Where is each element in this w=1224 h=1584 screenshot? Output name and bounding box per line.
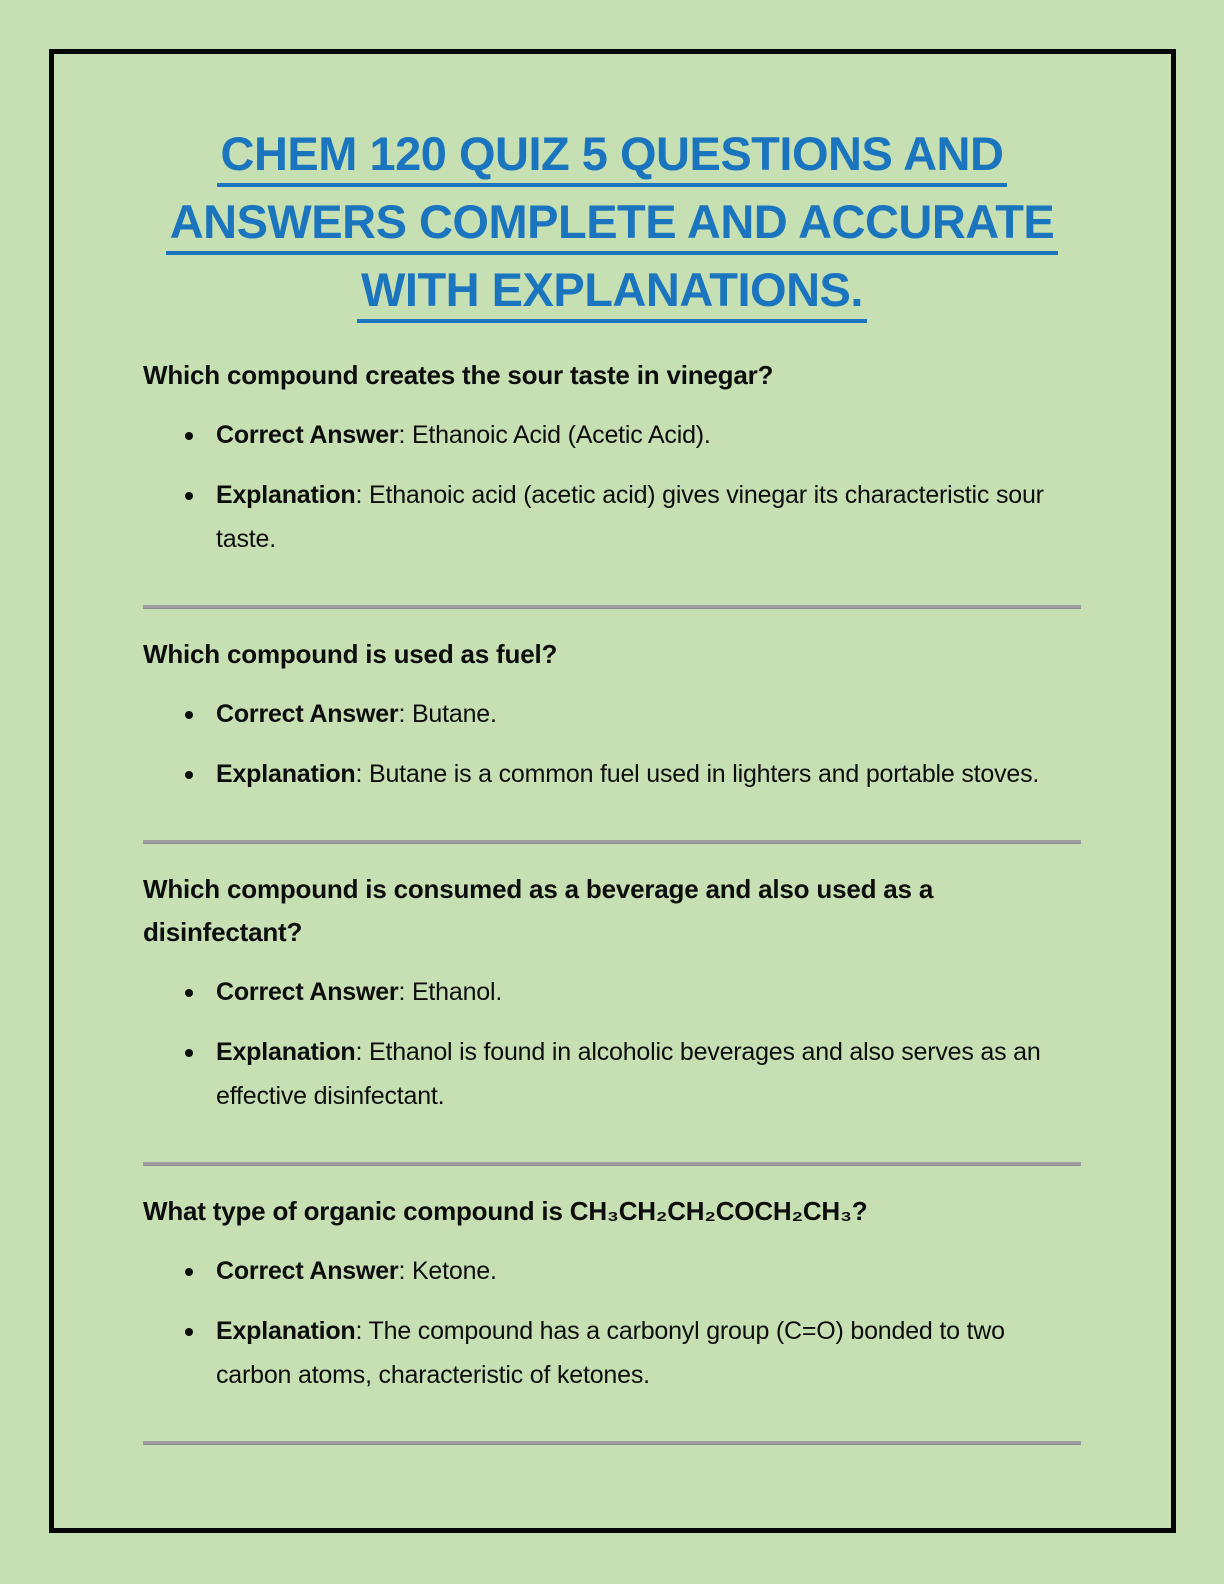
document-title	[143, 120, 1081, 324]
correct-answer-value: : Ketone.	[398, 1257, 497, 1285]
bullet-text	[216, 413, 1081, 457]
bullet-text	[216, 1030, 1081, 1118]
bullet-text	[216, 473, 1081, 561]
document-page	[143, 54, 1081, 1445]
question-4-explanation	[143, 1309, 1081, 1397]
question-4-correct-answer	[143, 1249, 1081, 1293]
question-block-2	[143, 633, 1081, 844]
section-divider	[143, 840, 1081, 844]
question-2-heading: Which compound is used as fuel?	[143, 639, 558, 669]
bullet-icon	[185, 970, 216, 1014]
correct-answer-value: : Ethanol.	[398, 978, 503, 1006]
question-1-explanation	[143, 473, 1081, 561]
section-divider	[143, 1162, 1081, 1166]
correct-answer-label: Correct Answer	[216, 700, 399, 728]
explanation-value: : Butane is a common fuel used in lighters and portable stoves.	[355, 760, 1040, 788]
question-3-heading: Which compound is consumed as a beverage and also used as a disinfectant?	[143, 874, 934, 947]
question-block-3	[143, 868, 1081, 1166]
question-3-explanation	[143, 1030, 1081, 1118]
explanation-value: : Ethanoic acid (acetic acid) gives vinegar its characteristic sour taste.	[216, 481, 1044, 553]
explanation-label: Explanation	[216, 760, 356, 788]
title-line-2	[143, 188, 1081, 256]
correct-answer-value: : Butane.	[398, 700, 497, 728]
bullet-text	[216, 692, 1081, 736]
question-3-correct-answer	[143, 970, 1081, 1014]
explanation-value: : Ethanol is found in alcoholic beverages and also serves as an effective disinfectant.	[216, 1038, 1041, 1110]
question-block-1	[143, 354, 1081, 609]
explanation-value: : The compound has a carbonyl group (C=O) bonded to two carbon atoms, characteristic of ketones.	[216, 1317, 1005, 1389]
question-block-4	[143, 1190, 1081, 1445]
bullet-icon	[185, 473, 216, 561]
explanation-label: Explanation	[216, 1317, 356, 1345]
explanation-label: Explanation	[216, 481, 356, 509]
correct-answer-label: Correct Answer	[216, 978, 399, 1006]
title-line-3	[143, 256, 1081, 324]
bullet-icon	[185, 1030, 216, 1118]
explanation-label: Explanation	[216, 1038, 356, 1066]
bullet-icon	[185, 692, 216, 736]
bullet-icon	[185, 1309, 216, 1397]
correct-answer-label: Correct Answer	[216, 1257, 399, 1285]
bullet-text	[216, 1249, 1081, 1293]
title-line-3-text: WITH EXPLANATIONS.	[357, 262, 867, 323]
question-2-explanation	[143, 752, 1081, 796]
question-2-correct-answer	[143, 692, 1081, 736]
correct-answer-value: : Ethanoic Acid (Acetic Acid).	[398, 421, 711, 449]
bullet-icon	[185, 413, 216, 457]
section-divider	[143, 605, 1081, 609]
bullet-text	[216, 970, 1081, 1014]
section-divider	[143, 1441, 1081, 1445]
correct-answer-label: Correct Answer	[216, 421, 399, 449]
question-4-heading: What type of organic compound is CH₃CH₂CH₂COCH₂CH₃?	[143, 1196, 868, 1226]
title-line-1	[143, 120, 1081, 188]
bullet-icon	[185, 1249, 216, 1293]
title-line-2-text: ANSWERS COMPLETE AND ACCURATE	[166, 194, 1059, 255]
bullet-text	[216, 1309, 1081, 1397]
title-line-1-text: CHEM 120 QUIZ 5 QUESTIONS AND	[217, 126, 1008, 187]
question-1-correct-answer	[143, 413, 1081, 457]
bullet-icon	[185, 752, 216, 796]
bullet-text	[216, 752, 1081, 796]
question-1-heading: Which compound creates the sour taste in vinegar?	[143, 360, 774, 390]
